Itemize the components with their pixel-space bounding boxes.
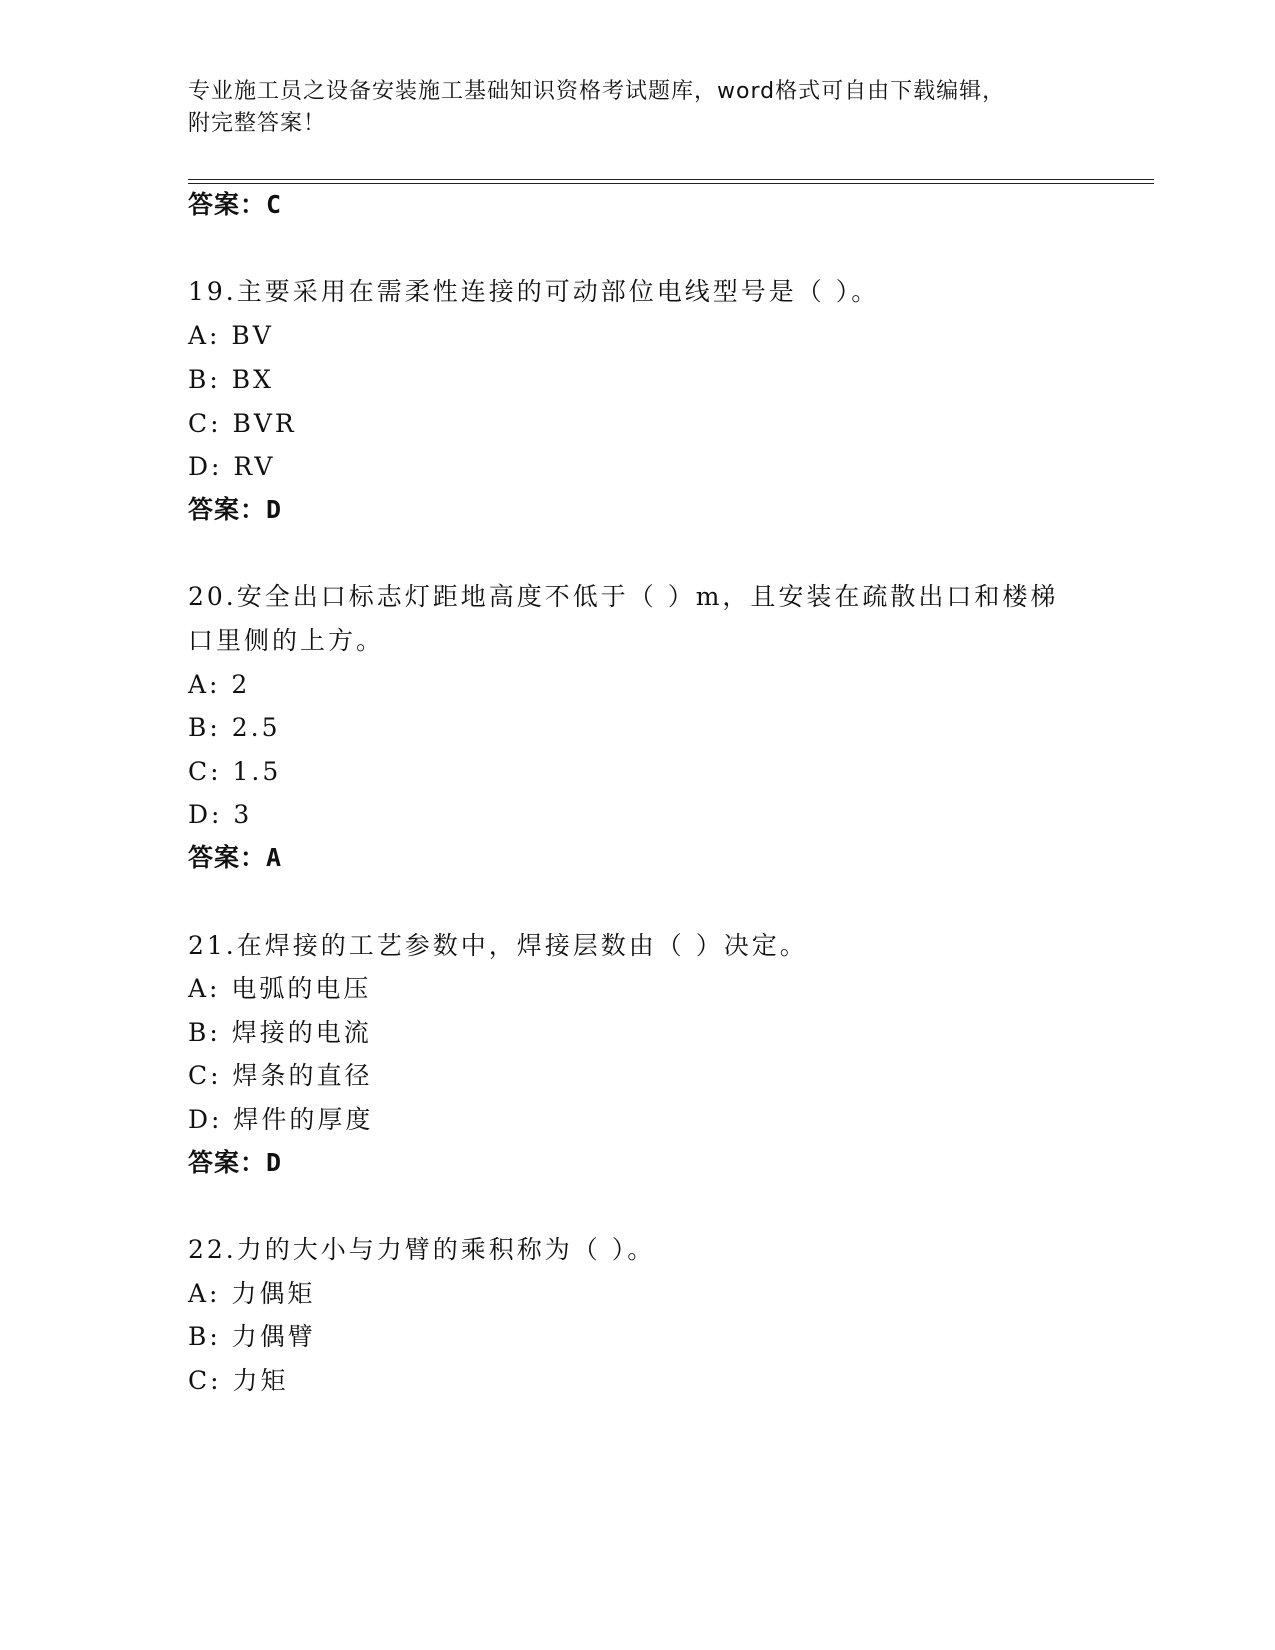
answer-label: 答案： xyxy=(188,1148,267,1177)
option-d: D: 焊件的厚度 xyxy=(188,1105,374,1134)
option-b: B: 焊接的电流 xyxy=(188,1018,372,1047)
answer-value: D xyxy=(266,1148,283,1177)
option-c: C: 焊条的直径 xyxy=(188,1061,373,1090)
option-a: A: 力偶矩 xyxy=(188,1279,316,1308)
question-stem-line-1: 20.安全出口标志灯距地高度不低于（ ）m，且安装在疏散出口和楼梯 xyxy=(188,582,1059,611)
option-d: D: RV xyxy=(188,452,276,481)
answer-value: C xyxy=(266,190,283,219)
option-b: B: BX xyxy=(188,365,274,394)
option-a: A: 电弧的电压 xyxy=(188,974,372,1003)
question-stem: 19.主要采用在需柔性连接的可动部位电线型号是（ ）。 xyxy=(188,277,880,306)
answer-line xyxy=(188,188,282,222)
answer-value: D xyxy=(266,495,283,524)
answer-label: 答案： xyxy=(188,495,267,524)
option-d: D: 3 xyxy=(188,800,253,829)
answer-line xyxy=(188,1146,282,1180)
option-a: A: 2 xyxy=(188,670,251,699)
answer-value: A xyxy=(266,843,283,872)
header-rule-top xyxy=(188,179,1154,180)
document-header xyxy=(188,76,1088,140)
answer-label: 答案： xyxy=(188,843,267,872)
answer-label: 答案： xyxy=(188,190,267,219)
document-page xyxy=(188,0,1154,1650)
header-rule-bottom xyxy=(188,183,1154,184)
question-stem-line-2: 口里侧的上方。 xyxy=(188,626,385,655)
option-c: C: 1.5 xyxy=(188,757,282,786)
question-stem: 22.力的大小与力臂的乘积称为（ ）。 xyxy=(188,1235,656,1264)
question-stem: 21.在焊接的工艺参数中，焊接层数由（ ）决定。 xyxy=(188,931,808,960)
option-c: C: BVR xyxy=(188,409,297,438)
answer-line xyxy=(188,493,282,527)
header-line-2: 附完整答案！ xyxy=(188,111,327,136)
option-b: B: 2.5 xyxy=(188,713,281,742)
header-line-1: 专业施工员之设备安装施工基础知识资格考试题库，word格式可自由下载编辑， xyxy=(188,79,1006,104)
option-a: A: BV xyxy=(188,321,274,350)
option-c: C: 力矩 xyxy=(188,1366,289,1395)
option-b: B: 力偶臂 xyxy=(188,1322,316,1351)
answer-line xyxy=(188,841,282,875)
